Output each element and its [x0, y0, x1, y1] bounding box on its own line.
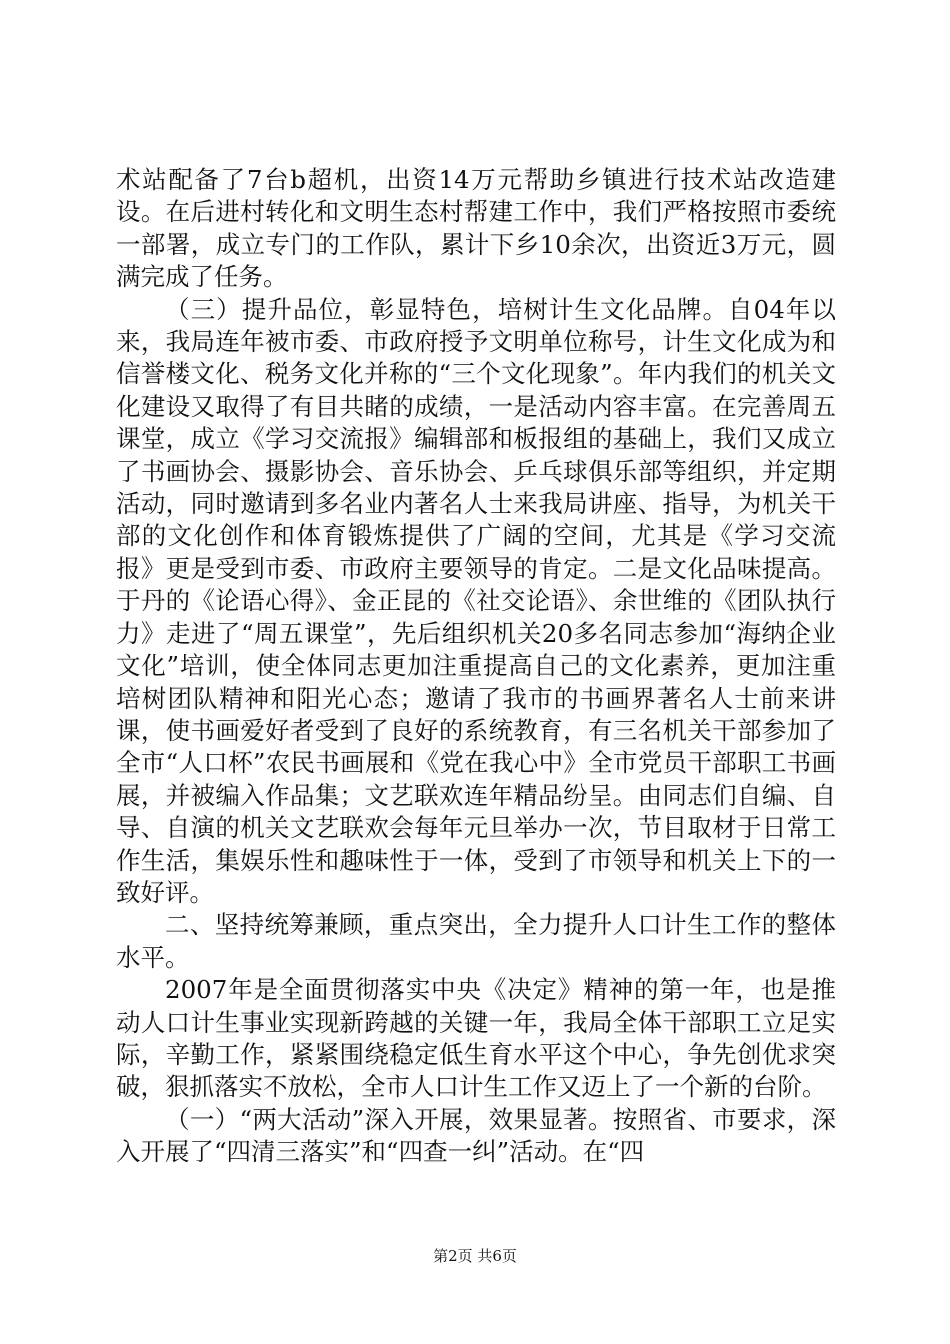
document-body [116, 164, 836, 1169]
paragraph-continuation: 术站配备了7台b超机，出资14万元帮助乡镇进行技术站改造建设。在后进村转化和文明生态村帮建工作中，我们严格按照市委统一部署，成立专门的工作队，累计下乡10余次，出资近3万元，圆满完成了任务。 [116, 165, 836, 292]
paragraph-section-one: （一）“两大活动”深入开展，效果显著。按照省、市要求，深入开展了“四清三落实”和“四查一纠”活动。在“四 [116, 1104, 836, 1167]
paragraph-2007-summary: 2007年是全面贯彻落实中央《决定》精神的第一年，也是推动人口计生事业实现新跨越的关键一年，我局全体干部职工立足实际，辛勤工作，紧紧围绕稳定低生育水平这个中心，争先创优求突破，狠抓落实不放松，全市人口计生工作又迈上了一个新的台阶。 [116, 975, 836, 1102]
paragraph-section-three: （三）提升品位，彰显特色，培树计生文化品牌。自04年以来，我局连年被市委、市政府授予文明单位称号，计生文化成为和信誉楼文化、税务文化并称的“三个文化现象”。年内我们的机关文化建设又取得了有目共睹的成绩，一是活动内容丰富。在完善周五课堂，成立《学习交流报》编辑部和板报组的基础上，我们又成立了书画协会、摄影协会、音乐协会、乒乓球俱乐部等组织，并定期活动，同时邀请到多名业内著名人士来我局讲座、指导，为机关干部的文化创作和体育锻炼提供了广阔的空间，尤其是《学习交流报》更是受到市委、市政府主要领导的肯定。二是文化品味提高。于丹的《论语心得》、金正昆的《社交论语》、余世维的《团队执行力》走进了“周五课堂”，先后组织机关20多名同志参加“海纳企业文化”培训，使全体同志更加注重提高自己的文化素养，更加注重培树团队精神和阳光心态；邀请了我市的书画界著名人士前来讲课，使书画爱好者受到了良好的系统教育，有三名机关干部参加了全市“人口杯”农民书画展和《党在我心中》全市党员干部职工书画展，并被编入作品集；文艺联欢连年精品纷呈。由同志们自编、自导、自演的机关文艺联欢会每年元旦举办一次，节目取材于日常工作生活，集娱乐性和趣味性于一体，受到了市领导和机关上下的一致好评。 [116, 294, 836, 907]
heading-section-two: 二、坚持统筹兼顾，重点突出，全力提升人口计生工作的整体水平。 [116, 910, 836, 972]
page-number-footer: 第2页 共6页 [433, 1247, 517, 1265]
